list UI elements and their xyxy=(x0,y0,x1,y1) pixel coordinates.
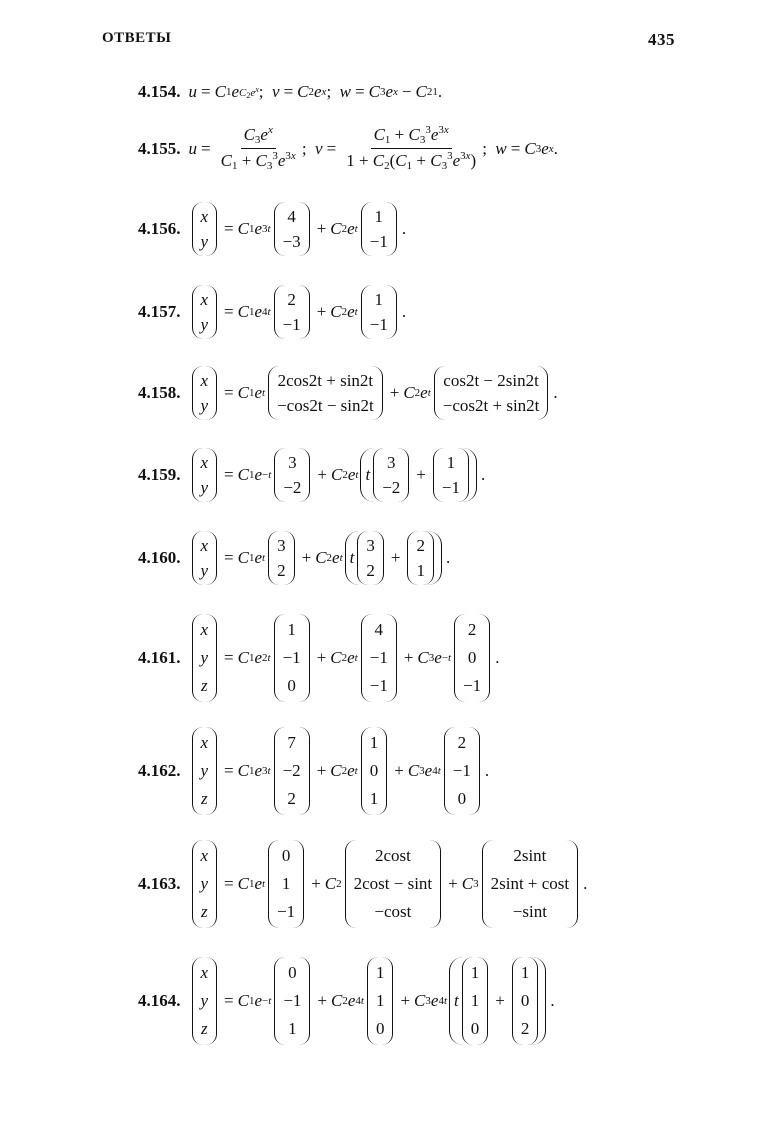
page-number: 435 xyxy=(648,30,675,49)
answer-4-156 xyxy=(138,202,406,256)
answer-4-158 xyxy=(138,366,558,420)
answer-4-164 xyxy=(138,957,555,1045)
formula: x y = C 1 e t 3 2 + C 2 e t t 3 2 + 2 1 . xyxy=(189,531,451,585)
formula: u = $\frac{C_3e^x}{C_1 + C_3^3e^{3x}}$ ; v = $\frac{C_1 + C_3^3e^{3x}}{1 + C_2(C_1 + C_3^3e^{3x})}$ ; w = C 3 e x . xyxy=(188,124,558,173)
problem-number: 4.160. xyxy=(138,548,181,567)
answer-4-159 xyxy=(138,448,485,502)
answer-4-155 xyxy=(138,124,558,173)
problem-number: 4.155. xyxy=(138,138,181,158)
formula: x y z = C 1 e t 0 1 −1 + C 2 2cost 2cost − sint −cost + C 3 2sint 2sint + cost −sint . xyxy=(189,840,588,928)
problem-number: 4.162. xyxy=(138,761,181,780)
answer-4-162 xyxy=(138,727,489,815)
answer-4-157 xyxy=(138,285,406,339)
problem-number: 4.164. xyxy=(138,991,181,1010)
formula: x y = C 1 e 4t 2 −1 + C 2 e t 1 −1 . xyxy=(189,285,407,339)
problem-number: 4.159. xyxy=(138,465,181,484)
formula: x y z = C 1 e 2t 1 −1 0 + C 2 e t 4 −1 −1 + C 3 e −t 2 0 −1 . xyxy=(189,614,500,702)
problem-number: 4.158. xyxy=(138,383,181,402)
running-header: ОТВЕТЫ xyxy=(102,30,172,46)
formula: x y z = C 1 e −t 0 −1 1 + C 2 e 4t 1 1 0 + C 3 e 4t t 1 1 0 + 1 0 2 . xyxy=(189,957,555,1045)
formula: x y z = C 1 e 3t 7 −2 2 + C 2 e t 1 0 1 + C 3 e 4t 2 −1 0 . xyxy=(189,727,490,815)
problem-number: 4.156. xyxy=(138,219,181,238)
answer-4-163 xyxy=(138,840,587,928)
problem-number: 4.157. xyxy=(138,302,181,321)
formula: x y = C 1 e 3t 4 −3 + C 2 e t 1 −1 . xyxy=(189,202,407,256)
problem-number: 4.163. xyxy=(138,874,181,893)
formula: u = C 1 e $C_2e^x$ ; v = C 2 e x ; w = C 3 e x − C 21 . xyxy=(188,82,443,101)
formula: x y = C 1 e t 2cos2t + sin2t −cos2t − sin2t + C 2 e t cos2t − 2sin2t −cos2t + sin2t . xyxy=(189,366,558,420)
answer-4-154 xyxy=(138,82,442,102)
problem-number: 4.161. xyxy=(138,648,181,667)
answer-4-160 xyxy=(138,531,450,585)
problem-number: 4.154. xyxy=(138,82,181,101)
answer-4-161 xyxy=(138,614,499,702)
formula: x y = C 1 e −t 3 −2 + C 2 e t t 3 −2 + 1 −1 . xyxy=(189,448,486,502)
